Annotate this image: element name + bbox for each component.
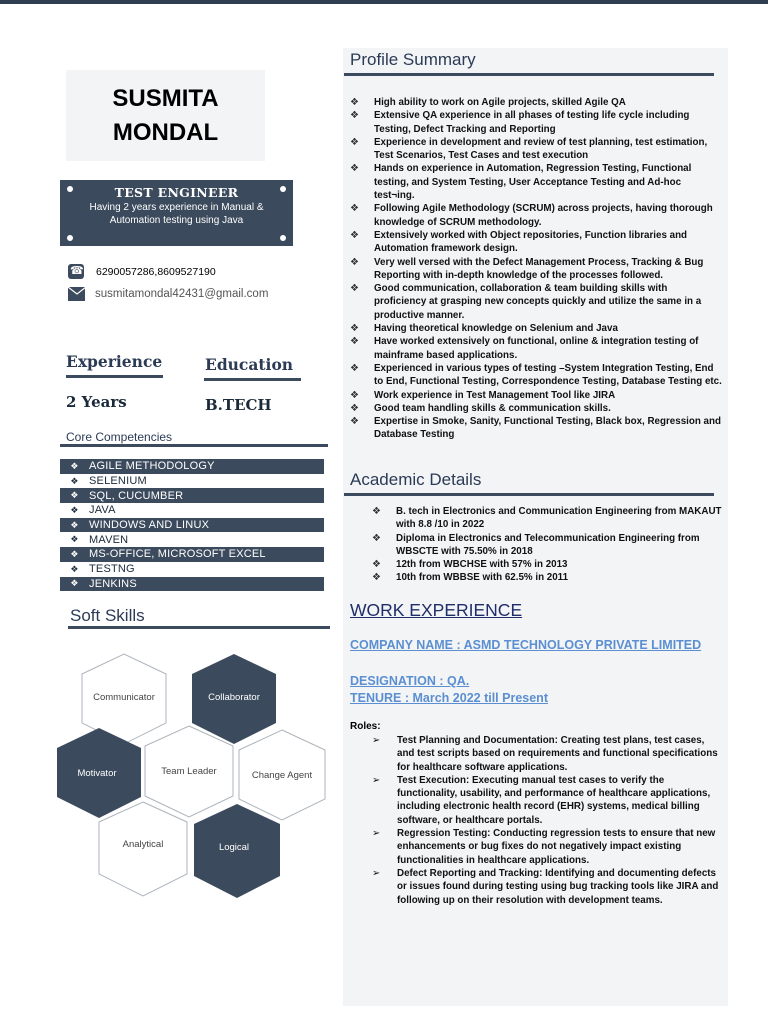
hex-logical	[194, 804, 280, 898]
diamond-bullet-icon: ❖	[70, 460, 79, 471]
core-competencies-title: Core Competencies	[66, 430, 173, 444]
profile-summary-list	[350, 96, 722, 442]
experience-heading: Experience	[66, 352, 163, 371]
diamond-bullet-icon: ❖	[70, 534, 79, 545]
role-title: TEST ENGINEER	[114, 185, 239, 200]
corner-dot-icon	[67, 235, 73, 241]
mail-icon	[68, 287, 85, 301]
diamond-bullet-icon: ❖	[350, 402, 359, 414]
list-item: ❖ Good communication, collaboration & team building skills with proficiency at grasping new concepts quickly and utilize the same in a productive manner.	[350, 283, 702, 321]
corner-dot-icon	[280, 186, 286, 192]
list-item: ❖ Experience in development and review of test planning, test estimation, Test Scenarios, Test Cases and test execution	[350, 136, 708, 162]
diamond-bullet-icon: ❖	[350, 97, 359, 108]
list-item: ➢ Regression Testing: Conducting regression tests to ensure that new enhancements or bug fixes do not negatively impact existing functionalities in healthcare applications.	[372, 828, 716, 866]
email-row	[68, 287, 268, 301]
education-heading: Education	[205, 355, 294, 374]
list-item: ❖ Extensively worked with Object repositories, Function libraries and Automation framework design.	[350, 229, 688, 255]
hex-analytical	[99, 802, 187, 896]
diamond-bullet-icon: ❖	[350, 110, 359, 122]
competency-item: ❖ MAVEN	[60, 532, 324, 547]
diamond-bullet-icon: ❖	[372, 572, 381, 584]
hex-team-leader	[145, 726, 233, 817]
last-name: MONDAL	[112, 118, 219, 146]
diamond-bullet-icon: ❖	[70, 475, 79, 486]
list-item: ❖ Extensive QA experience in all phases of testing life cycle including Testing, Defect Tracking and Reporting	[350, 110, 690, 135]
diamond-bullet-icon: ❖	[372, 559, 381, 571]
diamond-bullet-icon: ❖	[350, 389, 359, 401]
hex-label: Logical	[218, 842, 250, 853]
list-item: ➢ Test Planning and Documentation: Creating test plans, test cases, and test scripts based on requirements and functional specifications for healthcare software applications.	[372, 735, 718, 773]
competency-item: ❖ TESTNG	[60, 562, 324, 577]
academic-details-underline	[344, 493, 714, 496]
arrow-bullet-icon: ➢	[372, 735, 381, 746]
list-item: ➢ Test Execution: Executing manual test cases to verify the functionality, usability, and performance of healthcare applications, including electronic health record (EHR) systems, medical billing software, or healthcare portals.	[372, 774, 711, 826]
soft-skills-underline	[68, 626, 330, 629]
education-value: B.TECH	[205, 396, 272, 414]
diamond-bullet-icon: ❖	[350, 163, 359, 175]
education-underline	[204, 378, 301, 381]
soft-skills-title: Soft Skills	[70, 606, 145, 625]
list-item: ❖ Following Agile Methodology (SCRUM) across projects, having thorough knowledge of SCRUM methodology.	[350, 203, 713, 228]
list-item: ❖ B. tech in Electronics and Communication Engineering from MAKAUT with 8.8 /10 in 2022	[372, 506, 722, 531]
diamond-bullet-icon: ❖	[70, 548, 79, 559]
diamond-bullet-icon: ❖	[372, 506, 381, 517]
phone-icon	[68, 264, 84, 279]
list-item: ❖ Have worked extensively on functional, online & integration testing of mainframe based applications.	[350, 336, 699, 361]
diamond-bullet-icon: ❖	[70, 578, 79, 589]
diamond-bullet-icon: ❖	[350, 203, 359, 215]
list-item: ❖ High ability to work on Agile projects, skilled Agile QA	[350, 97, 626, 108]
core-competencies-underline	[60, 444, 328, 447]
competency-item: ❖ AGILE METHODOLOGY	[60, 459, 324, 474]
name-box	[66, 70, 265, 161]
list-item: ❖ 10th from WBBSE with 62.5% in 2011	[372, 572, 569, 584]
profile-summary-underline	[344, 73, 714, 76]
competency-item: ❖ WINDOWS AND LINUX	[60, 518, 324, 533]
diamond-bullet-icon: ❖	[350, 283, 359, 295]
list-item: ➢ Defect Reporting and Tracking: Identifying and documenting defects or issues found during testing using bug tracking tools like JIRA and following up on their resolution with development teams.	[372, 867, 719, 906]
hex-label: Team Leader	[161, 766, 217, 777]
hex-collaborator	[192, 654, 276, 744]
academic-details-title: Academic Details	[350, 470, 482, 489]
competency-item: ❖ JENKINS	[60, 577, 324, 592]
role-subtitle: Having 2 years experience in Manual & Automation testing using Java	[89, 202, 264, 226]
hex-label: Change Agent	[251, 770, 313, 781]
diamond-bullet-icon: ❖	[350, 136, 359, 148]
hex-label: Collaborator	[208, 692, 260, 703]
competency-item: ❖ SQL, CUCUMBER	[60, 488, 324, 503]
diamond-bullet-icon: ❖	[350, 336, 359, 348]
corner-dot-icon	[67, 186, 73, 192]
hex-change-agent	[239, 730, 325, 820]
diamond-bullet-icon: ❖	[70, 504, 79, 515]
arrow-bullet-icon: ➢	[372, 774, 381, 786]
tenure[interactable]: TENURE : March 2022 till Present	[350, 691, 548, 705]
diamond-bullet-icon: ❖	[70, 519, 79, 530]
roles-list	[372, 734, 724, 907]
list-item: ❖ Diploma in Electronics and Telecommunication Engineering from WBSCTE with 75.50% in 2018	[372, 532, 700, 557]
list-item: ❖ Expertise in Smoke, Sanity, Functional Testing, Black box, Regression and Database Testing	[350, 416, 721, 441]
top-bar	[0, 0, 768, 4]
hex-label: Analytical	[122, 839, 164, 850]
list-item: ❖ Experienced in various types of testing –System Integration Testing, End to End, Functional Testing, Correspondence Testing, Database Testing etc.	[350, 362, 722, 388]
diamond-bullet-icon: ❖	[350, 362, 359, 374]
diamond-bullet-icon: ❖	[350, 323, 359, 335]
diamond-bullet-icon: ❖	[70, 490, 79, 501]
hex-label: Motivator	[77, 768, 117, 779]
profile-summary-title: Profile Summary	[350, 50, 476, 69]
roles-label: Roles:	[350, 721, 381, 732]
arrow-bullet-icon: ➢	[372, 867, 381, 879]
diamond-bullet-icon: ❖	[350, 229, 359, 241]
email-address[interactable]: susmitamondal42431@gmail.com	[95, 288, 269, 300]
academic-details-list	[372, 505, 722, 585]
hex-label: Communicator	[93, 692, 155, 703]
designation[interactable]: DESIGNATION : QA.	[350, 674, 470, 688]
experience-underline	[66, 375, 163, 378]
corner-dot-icon	[280, 235, 286, 241]
diamond-bullet-icon: ❖	[372, 532, 381, 544]
arrow-bullet-icon: ➢	[372, 828, 381, 840]
diamond-bullet-icon: ❖	[70, 563, 79, 574]
competency-item: ❖ MS-OFFICE, MICROSOFT EXCEL	[60, 547, 324, 562]
list-item: ❖ Work experience in Test Management Tool like JIRA	[350, 389, 616, 401]
list-item: ❖ Having theoretical knowledge on Selenium and Java	[350, 323, 618, 335]
competency-item: ❖ JAVA	[60, 503, 324, 518]
phone-number: 6290057286,8609527190	[96, 265, 216, 278]
experience-value: 2 Years	[66, 393, 127, 411]
list-item: ❖ Very well versed with the Defect Management Process, Tracking & Bug Reporting with in-depth knowledge of the processes followed.	[350, 256, 704, 281]
phone-row	[68, 264, 216, 279]
role-box	[60, 180, 293, 246]
first-name: SUSMITA	[112, 84, 219, 112]
work-experience-title: WORK EXPERIENCE	[350, 600, 523, 620]
list-item: ❖ 12th from WBCHSE with 57% in 2013	[372, 559, 568, 571]
soft-skills-hexagons	[56, 652, 332, 900]
company-name[interactable]: COMPANY NAME : ASMD TECHNOLOGY PRIVATE LIMITED	[350, 638, 702, 652]
diamond-bullet-icon: ❖	[350, 256, 359, 268]
competency-item: ❖ SELENIUM	[60, 474, 324, 489]
list-item: ❖ Hands on experience in Automation, Regression Testing, Functional testing, and System Testing, User Acceptance Testing and Ad-hoc test¬ing.	[350, 163, 692, 202]
core-competencies-list	[60, 459, 324, 591]
diamond-bullet-icon: ❖	[350, 416, 359, 428]
list-item: ❖ Good team handling skills & communication skills.	[350, 402, 611, 414]
